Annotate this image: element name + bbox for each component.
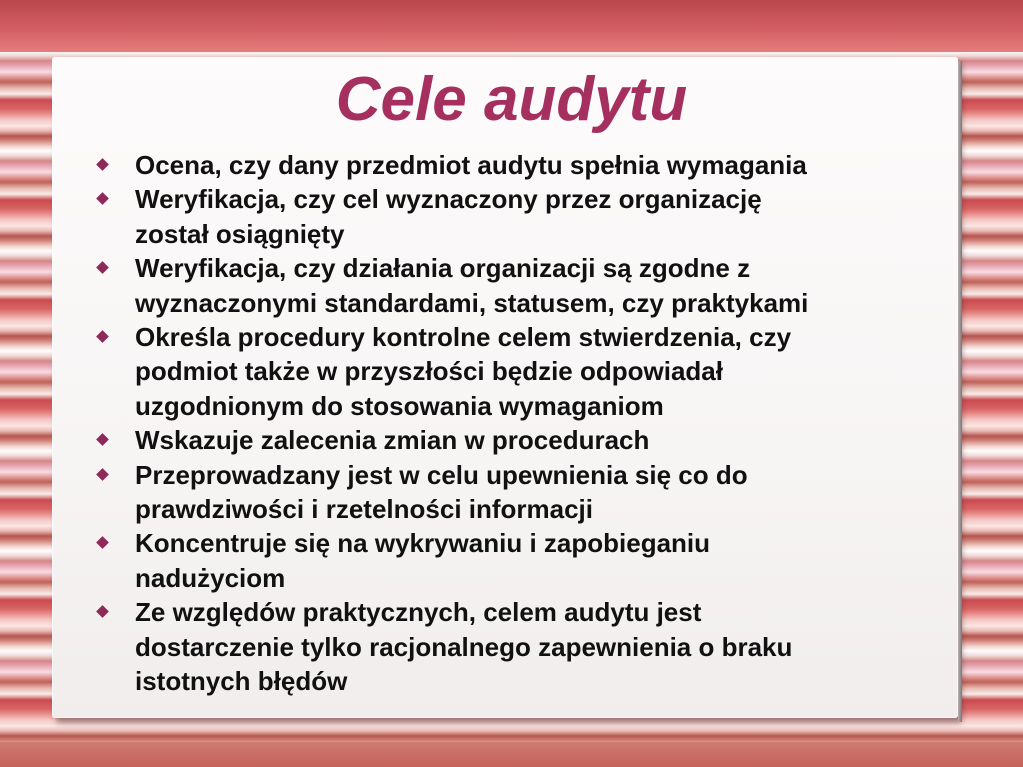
bullet-line: Wskazuje zalecenia zmian w procedurach: [135, 425, 650, 456]
diamond-icon: [96, 158, 109, 171]
bullet-line: wyznaczonymi standardami, statusem, czy praktykami: [135, 287, 809, 318]
bullet-item: [92, 148, 942, 182]
bullet-item: [92, 423, 942, 457]
bullet-item: [92, 595, 942, 698]
bullet-item: [92, 320, 942, 423]
diamond-icon: [96, 537, 109, 550]
bullet-line: Ocena, czy dany przedmiot audytu spełnia wymagania: [135, 150, 807, 180]
bullet-item: [92, 251, 942, 320]
background-bottom-band: [0, 742, 1023, 767]
diamond-icon: [96, 193, 109, 206]
diamond-icon: [96, 468, 109, 481]
background-top-band: [0, 0, 1023, 52]
diamond-icon: [96, 261, 109, 274]
bullet-list: [92, 148, 942, 699]
bullet-line: nadużyciom: [135, 562, 286, 593]
bullet-item: [92, 182, 942, 251]
bullet-line: istotnych błędów: [135, 666, 348, 697]
bullet-line: Ze względów praktycznych, celem audytu jest: [135, 597, 702, 628]
diamond-icon: [96, 330, 109, 343]
bullet-line: Określa procedury kontrolne celem stwierdzenia, czy: [135, 322, 792, 353]
bullet-line: Przeprowadzany jest w celu upewnienia się co do: [135, 459, 748, 490]
bullet-line: został osiągnięty: [135, 218, 345, 249]
bullet-item: [92, 526, 942, 595]
bullet-line: dostarczenie tylko racjonalnego zapewnienia o braku: [135, 631, 793, 662]
bullet-line: Weryfikacja, czy cel wyznaczony przez organizację: [135, 184, 762, 215]
bullet-line: prawdziwości i rzetelności informacji: [135, 494, 594, 525]
bullet-line: Koncentruje się na wykrywaniu i zapobieganiu: [135, 528, 711, 559]
bullet-item: [92, 458, 942, 527]
diamond-icon: [96, 433, 109, 446]
bullet-line: podmiot także w przyszłości będzie odpowiadał: [135, 356, 723, 387]
bullet-line: uzgodnionym do stosowania wymaganiom: [135, 390, 664, 421]
diamond-icon: [96, 605, 109, 618]
bullet-line: Weryfikacja, czy działania organizacji są zgodne z: [135, 253, 751, 284]
slide-title: Cele audytu: [335, 65, 688, 134]
